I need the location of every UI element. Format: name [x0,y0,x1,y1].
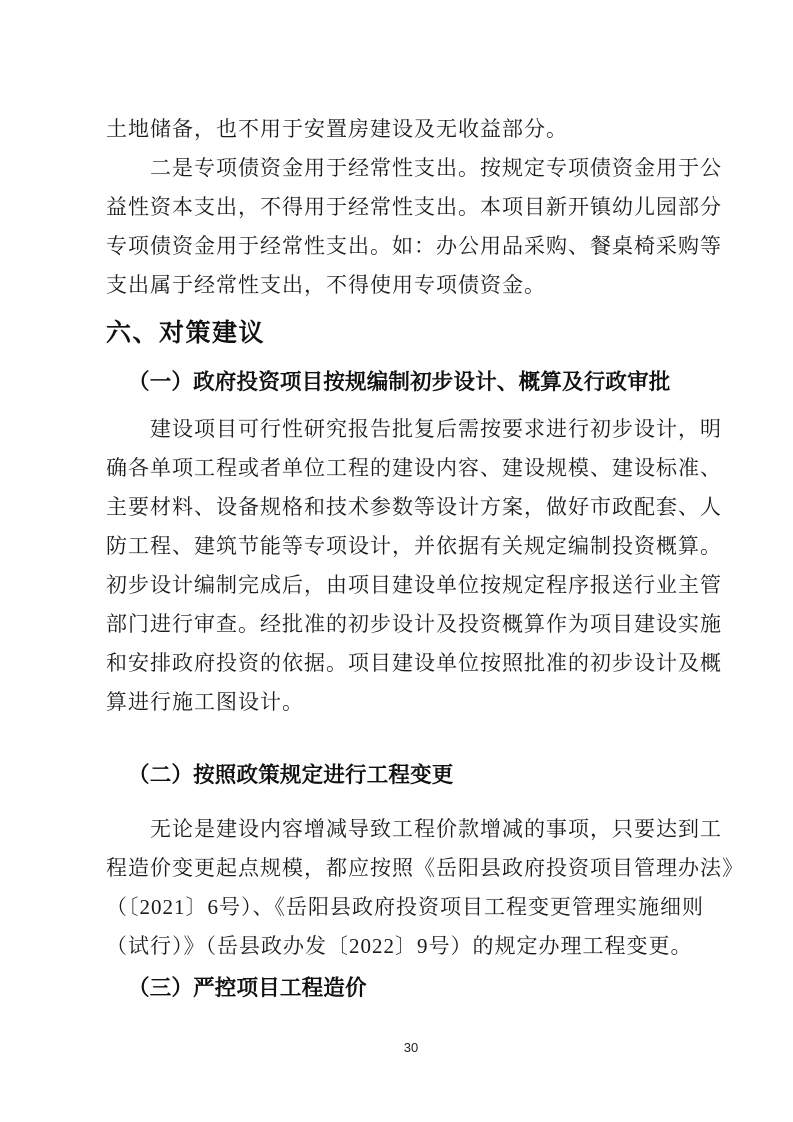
section-heading: 六、对策建议 [106,319,266,347]
paragraph [106,410,722,722]
text-line: 部门进行审查。经批准的初步设计及投资概算作为项目建设实施 [106,612,722,636]
text-line: （试行）》（岳县政办发〔2022〕9号）的规定办理工程变更。 [106,934,693,958]
paragraph [106,810,744,966]
text-line: 建设项目可行性研究报告批复后需按要求进行初步设计，明 [150,417,722,441]
text-line: 确各单项工程或者单位工程的建设内容、建设规模、建设标准、 [106,456,722,480]
paragraph [106,149,722,305]
text-line: 二是专项债资金用于经常性支出。按规定专项债资金用于公 [150,156,722,180]
page-number: 30 [403,1040,419,1055]
subsection-heading: （二）按照政策规定进行工程变更 [128,763,454,787]
text-line: 无论是建设内容增减导致工程价款增减的事项，只要达到工 [150,817,722,841]
text-line: 专项债资金用于经常性支出。如：办公用品采购、餐桌椅采购等 [106,234,722,258]
text-line: 和安排政府投资的依据。项目建设单位按照批准的初步设计及概 [106,651,722,675]
text-line: （〔2021〕6号）、《岳阳县政府投资项目工程变更管理实施细则 [106,895,704,919]
subsection-heading: （三）严控项目工程造价 [128,976,367,1000]
text-line: 防工程、建筑节能等专项设计，并依据有关规定编制投资概算。 [106,534,722,558]
text-line: 支出属于经常性支出，不得使用专项债资金。 [106,273,546,297]
page-content [106,0,744,1122]
text-line: 主要材料、设备规格和技术参数等设计方案，做好市政配套、人 [106,495,722,519]
text-line: 初步设计编制完成后，由项目建设单位按规定程序报送行业主管 [106,573,722,597]
paragraph [106,110,716,149]
text-line: 算进行施工图设计。 [106,690,304,714]
subsection-heading: （一）政府投资项目按规编制初步设计、概算及行政审批 [128,370,671,394]
text-line: 程造价变更起点规模，都应按照《岳阳县政府投资项目管理办法》 [106,856,744,880]
text-line: 益性资本支出，不得用于经常性支出。本项目新开镇幼儿园部分 [106,195,722,219]
text-line: 土地储备，也不用于安置房建设及无收益部分。 [106,117,568,141]
